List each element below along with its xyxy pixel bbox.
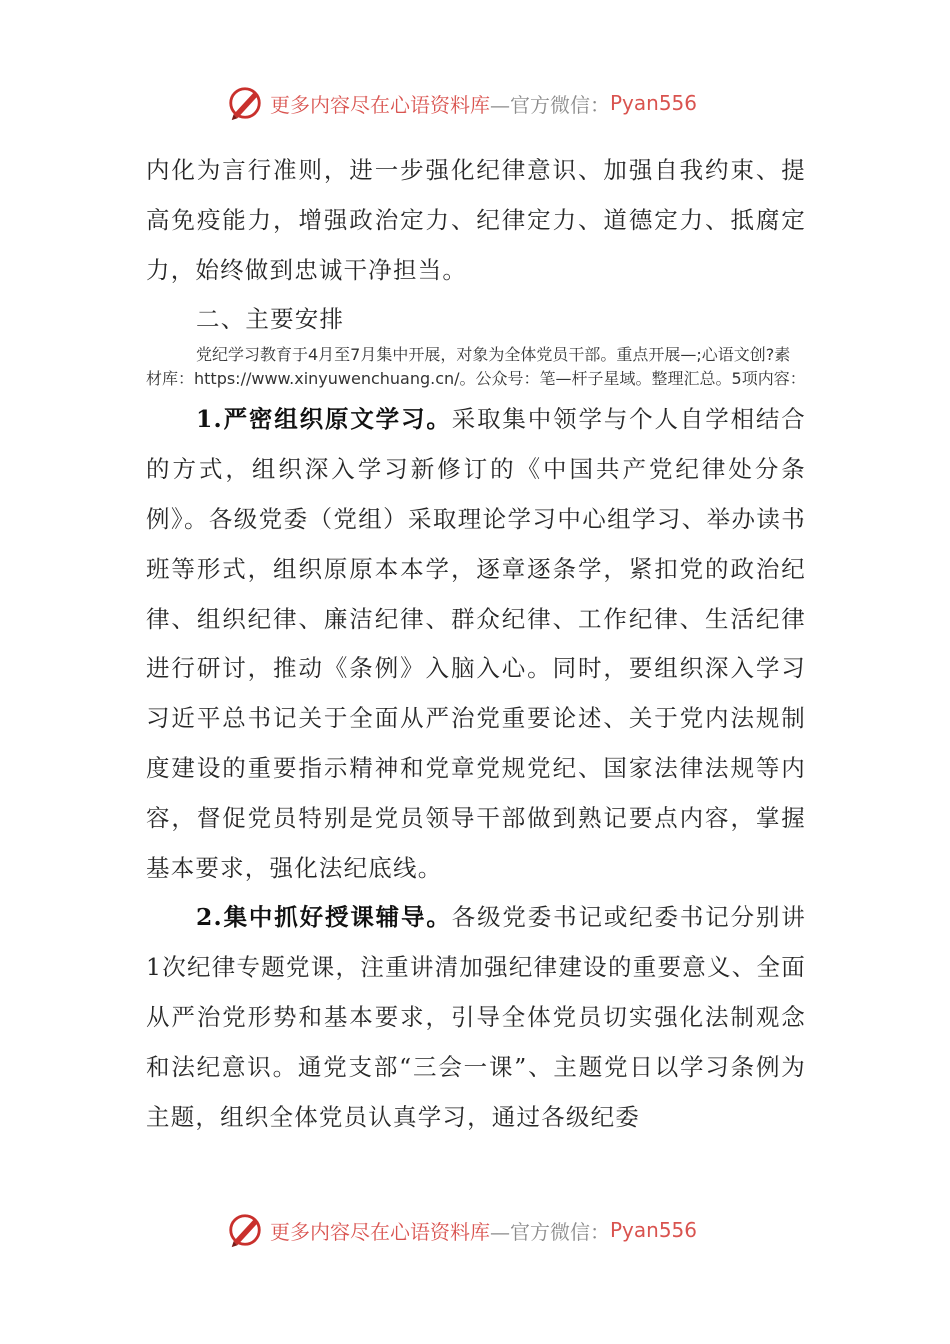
header-banner [226,83,697,123]
banner-wechat-id: Pyan556 [610,1218,698,1242]
item-2-body: 各级党委书记或纪委书记分别讲1次纪律专题党课，注重讲清加强纪律建设的重要意义、全面从严治党形势和基本要求，引导全体党员切实强化法制观念和法纪意识。通党支部“三会一课”、主题党日以学习条例为主题，组织全体党员认真学习，通过各级纪委 [146,903,806,1131]
document-body [146,146,806,1142]
footer-banner [226,1210,697,1250]
item-2-paragraph [146,893,806,1142]
banner-wechat-id: Pyan556 [610,91,698,115]
banner-separator-text: —官方微信： [490,1219,610,1244]
section-heading: 二、主要安排 [196,305,345,334]
inserted-note [146,343,806,395]
item-2-title: 2.集中抓好授课辅导。 [196,903,452,932]
pen-logo-icon [226,84,264,122]
item-1-paragraph [146,395,806,893]
banner-separator-text: —官方微信： [490,92,610,117]
banner-main-text: 更多内容尽在心语资料库 [270,1219,490,1244]
intro-paragraph: 内化为言行准则，进一步强化纪律意识、加强自我约束、提高免疫能力，增强政治定力、纪律定力、道德定力、抵腐定力，始终做到忠诚干净担当。 [146,156,806,284]
banner-main-text: 更多内容尽在心语资料库 [270,92,490,117]
note-text: 党纪学习教育于4月至7月集中开展，对象为全体党员干部。重点开展—;心语文创?素材库：https://www.xinyuwenchuang.cn/。公众号：笔—杆子星域。整理汇总。5项内容： [146,345,806,389]
item-1-title: 1.严密组织原文学习。 [196,405,452,434]
pen-logo-icon [226,1211,264,1249]
item-1-body: 采取集中领学与个人自学相结合的方式，组织深入学习新修订的《中国共产党纪律处分条例》。各级党委（党组）采取理论学习中心组学习、举办读书班等形式，组织原原本本学，逐章逐条学，紧扣党的政治纪律、组织纪律、廉洁纪律、群众纪律、工作纪律、生活纪律进行研讨，推动《条例》入脑入心。同时，要组织深入学习习近平总书记关于全面从严治党重要论述、关于党内法规制度建设的重要指示精神和党章党规党纪、国家法律法规等内容，督促党员特别是党员领导干部做到熟记要点内容，掌握基本要求，强化法纪底线。 [146,405,806,882]
